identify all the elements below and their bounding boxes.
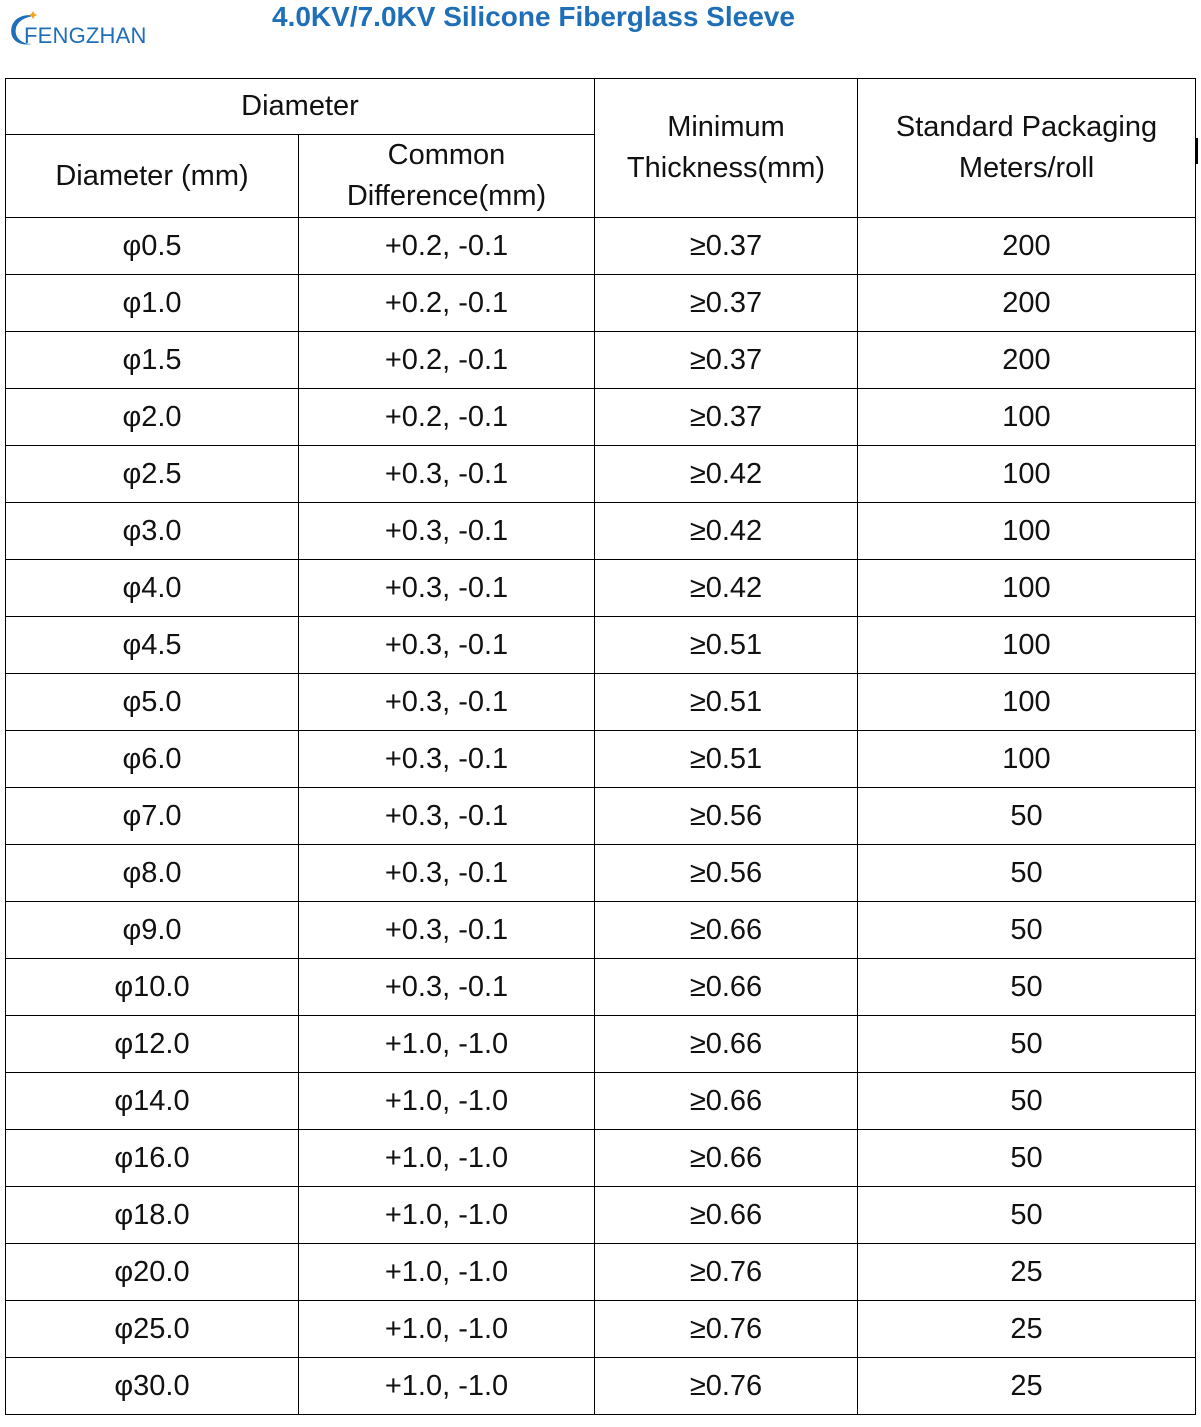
- table-row: [6, 1073, 1196, 1130]
- spec-table-body: [6, 218, 1196, 1415]
- cell-difference: +0.2, -0.1: [299, 275, 595, 332]
- cell-diameter: φ9.0: [6, 902, 299, 959]
- cell-diameter: φ4.5: [6, 617, 299, 674]
- cell-difference: +0.3, -0.1: [299, 560, 595, 617]
- cell-difference: +0.2, -0.1: [299, 389, 595, 446]
- table-row: [6, 1301, 1196, 1358]
- cell-packaging: 100: [858, 446, 1196, 503]
- cell-diameter: φ20.0: [6, 1244, 299, 1301]
- cell-packaging: 50: [858, 1130, 1196, 1187]
- cell-thickness: ≥0.42: [595, 560, 858, 617]
- cell-packaging: 200: [858, 332, 1196, 389]
- cell-packaging: 50: [858, 1073, 1196, 1130]
- cell-thickness: ≥0.56: [595, 788, 858, 845]
- cell-diameter: φ5.0: [6, 674, 299, 731]
- cell-diameter: φ1.5: [6, 332, 299, 389]
- packaging-header-label: Standard Packaging Meters/roll: [895, 111, 1158, 184]
- cell-packaging: 25: [858, 1358, 1196, 1415]
- cell-thickness: ≥0.37: [595, 218, 858, 275]
- table-row: [6, 788, 1196, 845]
- cell-difference: +0.3, -0.1: [299, 446, 595, 503]
- table-row: [6, 902, 1196, 959]
- edge-mark: [1196, 138, 1198, 164]
- diameter-header: [6, 135, 299, 218]
- cell-difference: +1.0, -1.0: [299, 1016, 595, 1073]
- cell-packaging: 50: [858, 959, 1196, 1016]
- table-row: [6, 1130, 1196, 1187]
- table-row: [6, 218, 1196, 275]
- header-row-group: [6, 79, 1196, 135]
- table-row: [6, 503, 1196, 560]
- table-row: [6, 731, 1196, 788]
- cell-difference: +0.3, -0.1: [299, 503, 595, 560]
- table-row: [6, 1244, 1196, 1301]
- cell-diameter: φ3.0: [6, 503, 299, 560]
- cell-difference: +0.3, -0.1: [299, 788, 595, 845]
- table-row: [6, 674, 1196, 731]
- cell-diameter: φ4.0: [6, 560, 299, 617]
- cell-packaging: 100: [858, 560, 1196, 617]
- cell-thickness: ≥0.56: [595, 845, 858, 902]
- cell-diameter: φ12.0: [6, 1016, 299, 1073]
- cell-packaging: 50: [858, 902, 1196, 959]
- cell-diameter: φ1.0: [6, 275, 299, 332]
- cell-thickness: ≥0.37: [595, 389, 858, 446]
- packaging-header: [858, 79, 1196, 218]
- table-row: [6, 275, 1196, 332]
- cell-diameter: φ14.0: [6, 1073, 299, 1130]
- table-row: [6, 845, 1196, 902]
- table-row: [6, 1187, 1196, 1244]
- cell-diameter: φ7.0: [6, 788, 299, 845]
- cell-difference: +0.2, -0.1: [299, 218, 595, 275]
- spec-table: [5, 78, 1196, 1415]
- min-thickness-header-label: Minimum Thickness(mm): [626, 111, 826, 184]
- cell-thickness: ≥0.66: [595, 902, 858, 959]
- cell-packaging: 100: [858, 731, 1196, 788]
- cell-difference: +0.3, -0.1: [299, 902, 595, 959]
- cell-packaging: 200: [858, 218, 1196, 275]
- cell-packaging: 50: [858, 845, 1196, 902]
- cell-difference: +0.3, -0.1: [299, 845, 595, 902]
- cell-thickness: ≥0.66: [595, 1187, 858, 1244]
- logo-text: FENGZHAN: [24, 23, 147, 48]
- cell-packaging: 50: [858, 1187, 1196, 1244]
- cell-thickness: ≥0.42: [595, 446, 858, 503]
- cell-thickness: ≥0.66: [595, 959, 858, 1016]
- cell-packaging: 50: [858, 1016, 1196, 1073]
- document-title: 4.0KV/7.0KV Silicone Fiberglass Sleeve: [272, 1, 795, 32]
- min-thickness-header: [595, 79, 858, 218]
- cell-packaging: 100: [858, 674, 1196, 731]
- cell-packaging: 200: [858, 275, 1196, 332]
- cell-diameter: φ10.0: [6, 959, 299, 1016]
- cell-thickness: ≥0.76: [595, 1301, 858, 1358]
- cell-difference: +0.3, -0.1: [299, 617, 595, 674]
- common-difference-header: [299, 135, 595, 218]
- cell-diameter: φ2.0: [6, 389, 299, 446]
- common-difference-header-label: Common Difference(mm): [346, 139, 547, 212]
- table-row: [6, 446, 1196, 503]
- cell-thickness: ≥0.76: [595, 1358, 858, 1415]
- cell-thickness: ≥0.37: [595, 332, 858, 389]
- cell-diameter: φ8.0: [6, 845, 299, 902]
- table-row: [6, 1016, 1196, 1073]
- cell-diameter: φ18.0: [6, 1187, 299, 1244]
- table-row: [6, 560, 1196, 617]
- cell-difference: +0.2, -0.1: [299, 332, 595, 389]
- cell-diameter: φ0.5: [6, 218, 299, 275]
- cell-difference: +1.0, -1.0: [299, 1187, 595, 1244]
- cell-difference: +1.0, -1.0: [299, 1073, 595, 1130]
- diameter-header-label: Diameter (mm): [55, 159, 249, 192]
- cell-difference: +0.3, -0.1: [299, 674, 595, 731]
- cell-packaging: 100: [858, 503, 1196, 560]
- cell-thickness: ≥0.66: [595, 1016, 858, 1073]
- cell-thickness: ≥0.66: [595, 1130, 858, 1187]
- cell-difference: +1.0, -1.0: [299, 1244, 595, 1301]
- cell-diameter: φ2.5: [6, 446, 299, 503]
- cell-difference: +0.3, -0.1: [299, 959, 595, 1016]
- cell-diameter: φ6.0: [6, 731, 299, 788]
- table-row: [6, 617, 1196, 674]
- table-row: [6, 959, 1196, 1016]
- cell-difference: +0.3, -0.1: [299, 731, 595, 788]
- table-row: [6, 1358, 1196, 1415]
- cell-difference: +1.0, -1.0: [299, 1358, 595, 1415]
- cell-thickness: ≥0.51: [595, 674, 858, 731]
- cell-packaging: 100: [858, 389, 1196, 446]
- cell-packaging: 25: [858, 1301, 1196, 1358]
- cell-difference: +1.0, -1.0: [299, 1301, 595, 1358]
- cell-diameter: φ16.0: [6, 1130, 299, 1187]
- cell-diameter: φ30.0: [6, 1358, 299, 1415]
- cell-packaging: 100: [858, 617, 1196, 674]
- cell-thickness: ≥0.76: [595, 1244, 858, 1301]
- cell-diameter: φ25.0: [6, 1301, 299, 1358]
- cell-thickness: ≥0.37: [595, 275, 858, 332]
- brand-logo: [6, 8, 166, 48]
- table-row: [6, 332, 1196, 389]
- diameter-group-header: Diameter: [6, 79, 595, 135]
- cell-thickness: ≥0.42: [595, 503, 858, 560]
- cell-thickness: ≥0.51: [595, 617, 858, 674]
- cell-packaging: 50: [858, 788, 1196, 845]
- cell-packaging: 25: [858, 1244, 1196, 1301]
- cell-thickness: ≥0.51: [595, 731, 858, 788]
- cell-difference: +1.0, -1.0: [299, 1130, 595, 1187]
- table-row: [6, 389, 1196, 446]
- cell-thickness: ≥0.66: [595, 1073, 858, 1130]
